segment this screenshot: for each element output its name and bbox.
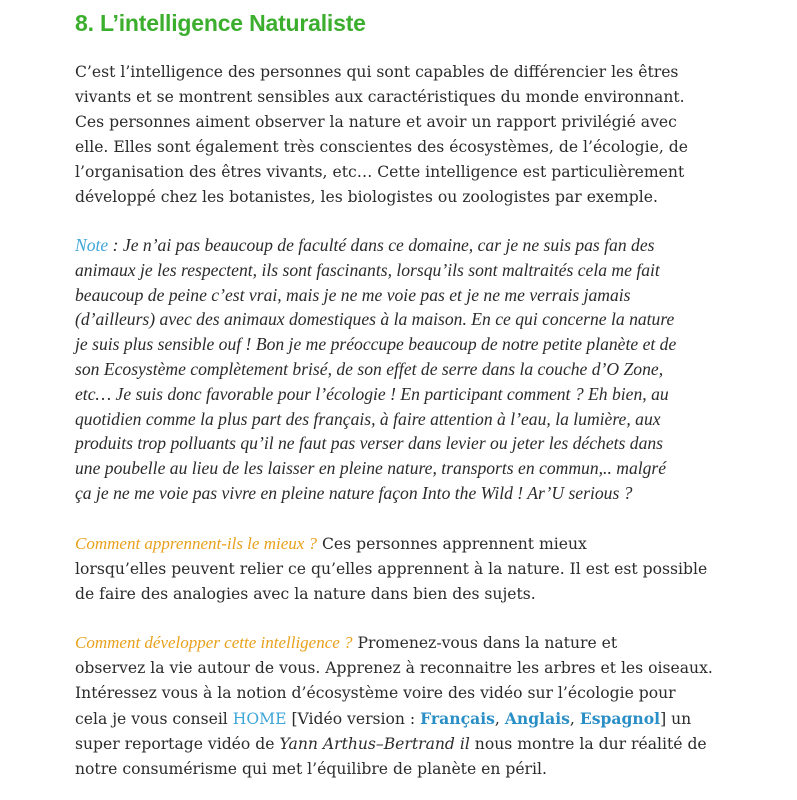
video-link-francais[interactable]: Français (420, 709, 495, 728)
develop-line: observez la vie autour de vous. Apprenez à reconnaitre les arbres et les oiseaux. (75, 659, 713, 677)
intro-line: vivants et se montrent sensibles aux caractéristiques du monde environnant. (75, 88, 685, 106)
note-line: je suis plus sensible ouf ! Bon je me préoccupe beaucoup de notre petite planète et de (75, 334, 677, 355)
intro-line: elle. Elles sont également très conscientes des écosystèmes, de l’écologie, de (75, 138, 688, 156)
intro-line: C’est l’intelligence des personnes qui sont capables de différencier les êtres (75, 63, 679, 81)
video-link-espagnol[interactable]: Espagnol (579, 709, 661, 728)
author-name: Yann Arthus–Bertrand il (279, 735, 470, 753)
video-prefix: [Vidéo version : (286, 710, 421, 728)
develop-question: Comment développer cette intelligence ? (75, 633, 353, 652)
note-line: beaucoup de peine c’est vrai, mais je ne me voie pas et je ne me verrais jamais (75, 284, 631, 305)
learn-line: lorsqu’elles peuvent relier ce qu’elles apprennent à la nature. Il est est possible (75, 560, 708, 578)
learn-line: Ces personnes apprennent mieux (317, 535, 587, 553)
develop-line: Intéressez vous à la notion d’écosystème voire des vidéo sur l’écologie pour (75, 684, 676, 702)
develop-paragraph (75, 630, 725, 782)
develop-line: super reportage vidéo de (75, 735, 280, 753)
note-line: : Je n’ai pas beaucoup de faculté dans ce domaine, car je ne suis pas fan des (108, 235, 655, 255)
note-line: une poubelle au lieu de les laisser en pleine nature, transports en commun,.. malgré (75, 458, 667, 479)
note-line: etc… Je suis donc favorable pour l’écologie ! En participant comment ? Eh bien, au (75, 383, 669, 404)
home-link[interactable]: HOME (232, 710, 287, 728)
develop-line: Promenez-vous dans la nature et (352, 634, 618, 652)
note-line: (d’ailleurs) avec des animaux domestiques à la maison. En ce qui concerne la nature (75, 309, 675, 330)
separator: , (569, 710, 580, 728)
develop-line: ] un (660, 710, 692, 728)
video-link-anglais[interactable]: Anglais (504, 709, 570, 728)
note-line: ça je ne me voie pas vivre en pleine nature façon Into the Wild ! Ar’U serious ? (75, 482, 633, 503)
article (75, 0, 725, 778)
note-line: animaux je les respectent, ils sont fascinants, lorsqu’ils sont maltraités cela me fait (75, 259, 660, 280)
note-label: Note (75, 235, 109, 255)
section-heading: 8. L’intelligence Naturaliste (75, 10, 366, 36)
develop-line: cela je vous conseil (75, 710, 233, 728)
note-paragraph (75, 233, 725, 506)
learn-paragraph (75, 531, 725, 607)
note-line: quotidien comme la plus part des français, à faire attention à l’eau, la lumière, aux (75, 408, 661, 429)
learn-question: Comment apprennent-ils le mieux ? (75, 534, 318, 553)
develop-line: notre consumérisme qui met l’équilibre de planète en péril. (75, 760, 547, 778)
intro-line: Ces personnes aiment observer la nature et avoir un rapport privilégié avec (75, 113, 677, 131)
intro-line: l’organisation des êtres vivants, etc… Cette intelligence est particulièrement (75, 163, 685, 181)
learn-line: de faire des analogies avec la nature dans bien des sujets. (75, 585, 536, 603)
note-line: produits trop polluants qu’il ne faut pas verser dans levier ou jeter les déchets dans (75, 433, 664, 454)
develop-line: nous montre la dur réalité de (469, 735, 707, 753)
note-line: son Ecosystème complètement brisé, de son effet de serre dans la couche d’O Zone, (75, 358, 664, 379)
intro-paragraph (75, 60, 725, 210)
separator: , (494, 710, 505, 728)
intro-line: développé chez les botanistes, les biologistes ou zoologistes par exemple. (75, 188, 658, 206)
